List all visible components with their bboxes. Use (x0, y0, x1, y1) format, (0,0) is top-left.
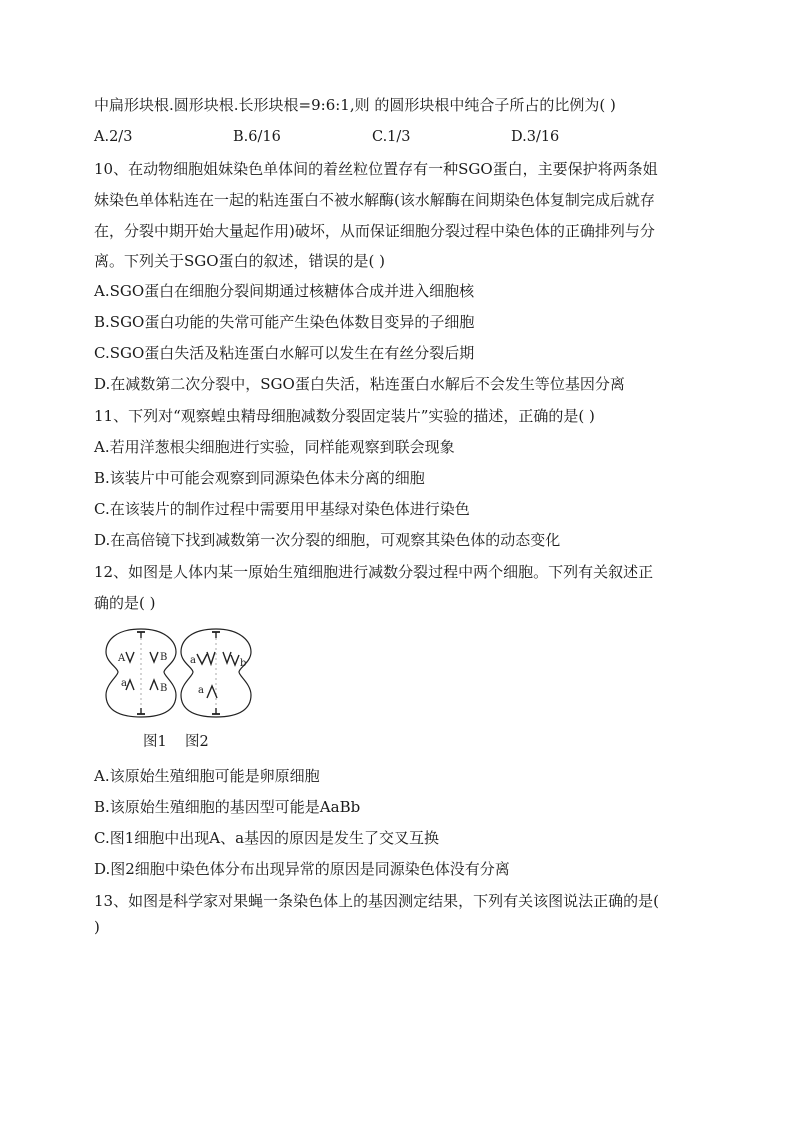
q9-stem-line: 中扁形块根.圆形块根.长形块根=9:6:1,则 的圆形块根中纯合子所占的比例为( ) (94, 96, 616, 114)
figure-1-caption: 图1 (143, 734, 167, 750)
q10-option-b: B.SGO蛋白功能的失常可能产生染色体数目变异的子细胞 (94, 313, 475, 331)
q10-stem-line-3: 在，分裂中期开始大量起作用)破坏，从而保证细胞分裂过程中染色体的正确排列与分 (94, 222, 655, 240)
cell-diagrams-svg (104, 628, 254, 718)
q13-stem-line-2: ) (94, 918, 100, 936)
q11-stem: 11、下列对“观察蝗虫精母细胞减数分裂固定装片”实验的描述，正确的是( ) (94, 407, 595, 425)
q9-option-c: C.1/3 (372, 129, 411, 145)
q10-stem-line-4: 离。下列关于SGO蛋白的叙述，错误的是( ) (94, 252, 386, 270)
q9-option-a: A.2/3 (94, 129, 133, 145)
q12-option-d: D.图2细胞中染色体分布出现异常的原因是同源染色体没有分离 (94, 860, 510, 878)
fig1-label-a-lower: a (121, 678, 127, 689)
fig1-label-b-upper: B (160, 652, 168, 663)
q9-option-b: B.6/16 (233, 129, 281, 145)
q12-stem-line-1: 12、如图是人体内某一原始生殖细胞进行减数分裂过程中两个细胞。下列有关叙述正 (94, 563, 654, 581)
q13-stem-line-1: 13、如图是科学家对果蝇一条染色体上的基因测定结果，下列有关该图说法正确的是( (94, 892, 659, 910)
q12-option-a: A.该原始生殖细胞可能是卵原细胞 (94, 767, 320, 785)
fig1-label-b-lower: B (160, 683, 168, 694)
q11-option-d: D.在高倍镜下找到减数第一次分裂的细胞，可观察其染色体的动态变化 (94, 531, 561, 549)
q10-option-c: C.SGO蛋白失活及粘连蛋白水解可以发生在有丝分裂后期 (94, 344, 475, 362)
q12-option-c: C.图1细胞中出现A、a基因的原因是发生了交叉互换 (94, 829, 440, 847)
q11-option-a: A.若用洋葱根尖细胞进行实验，同样能观察到联会现象 (94, 438, 455, 456)
fig2-label-b-upper: b (240, 658, 247, 669)
q11-option-b: B.该装片中可能会观察到同源染色体未分离的细胞 (94, 469, 425, 487)
q11-option-c: C.在该装片的制作过程中需要用甲基绿对染色体进行染色 (94, 500, 470, 518)
q9-option-d: D.3/16 (511, 129, 560, 145)
fig1-label-a-upper: A (118, 653, 126, 664)
fig2-label-a-upper: a (190, 655, 196, 666)
cell-division-figure (104, 628, 254, 718)
q10-option-a: A.SGO蛋白在细胞分裂间期通过核糖体合成并进入细胞核 (94, 282, 475, 300)
q10-stem-line-2: 妹染色单体粘连在一起的粘连蛋白不被水解酶(该水解酶在间期染色体复制完成后就存 (94, 191, 655, 209)
q10-option-d: D.在减数第二次分裂中，SGO蛋白失活，粘连蛋白水解后不会发生等位基因分离 (94, 375, 625, 393)
q12-stem-line-2: 确的是( ) (94, 594, 156, 612)
q12-option-b: B.该原始生殖细胞的基因型可能是AaBb (94, 798, 361, 816)
fig2-label-a-lower: a (198, 685, 204, 696)
figure-2-caption: 图2 (185, 734, 209, 750)
q10-stem-line-1: 10、在动物细胞姐妹染色单体间的着丝粒位置存有一种SGO蛋白，主要保护将两条姐 (94, 160, 658, 178)
